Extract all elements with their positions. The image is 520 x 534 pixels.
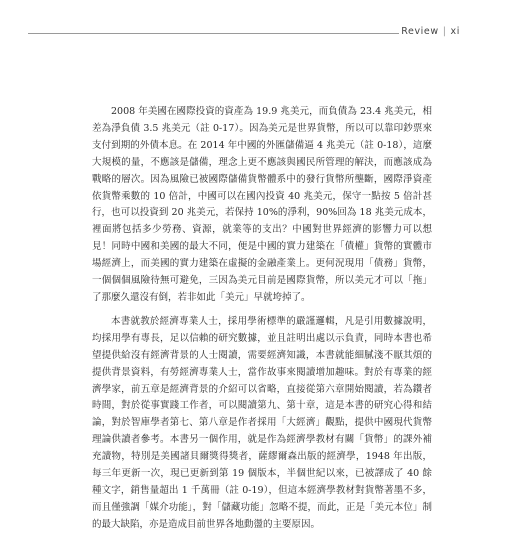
section-title: Review — [401, 26, 439, 37]
running-header — [399, 26, 462, 37]
page-number: xi — [450, 26, 460, 37]
paragraph-2: 本書就教於經濟專業人士，採用學術標準的嚴謹邏輯，凡是引用數據說明，均採用學有專長，足以信賴的研究數據，並且註明出處以示負責，同時本書也希望提供給沒有經濟背景的人士閱讀，需要經濟知識，本書就能細膩淺不厭其煩的提供背景資料，有勞經濟專業人士，當作故事來閱讀增加趣味。對於有專業的經濟學家，前五章是經濟背景的介紹可以省略，直接從第六章開始閱讀，若為鑽者時間，對於從事實踐工作者，可以閱讀第九、第十章，這是本書的研究心得和結論，對於智庫學者第七、第八章是作者採用「大經濟」觀點，提供中國現代貨幣理論供讀者參考。本書另一個作用，就是作為經濟學教材有關「貨幣」的課外補充讀物，特別是美國諸貝爾獎得獎者，薩繆爾森出版的經濟學，1948 年出版，每三年更新一次，現已更新到第 19 個版本，半個世紀以來，已被譯成了 40 餘種文字，銷售量超出 1 千萬冊（註 0-19），但這本經濟學教材對貨幣著墨不多，而且僅強調「媒介功能」，對「儲藏功能」忽略不提，而此，正是「美元本位」制的最大缺陷，亦是造成目前世界各地動盪的主要原因。 — [92, 315, 432, 530]
header-rule — [28, 33, 448, 34]
body-text — [92, 104, 432, 534]
header-separator: | — [442, 26, 447, 37]
paragraph-1: 2008 年美國在國際投資的資產為 19.9 兆美元，而負債為 23.4 兆美元，相差為淨負債 3.5 兆美元（註 0-17）。因為美元是世界貨幣，所以可以靠印鈔票來支付到期的外債本息。在 2014 年中國的外匯儲備逼 4 兆美元（註 0-18），這麼大規模的量，不應該是儲備，理念上更不應該與國民所管理的解決，而應該成為戰略的層次。因為風險已被國際儲備貨幣體系中的發行貨幣所壟斷，國際淨資產依貨幣乘數的 10 倍計，中國可以在國內投資 40 兆美元，保守一點按 5 倍計甚行，也可以投資到 20 兆美元，若保持 10%的淨利，90%回為 18 兆美元成本，裡面將包括多少勞務、資源，就業等的支出？中國對世界經濟的影響力可以想見！同時中國和美國的最大不同，便是中國的實力建築在「債權」貨幣的實體市場經濟上，而美國的實力建築在虛擬的金融產業上。更何況現用「債務」貨幣，一個個個風險待無可避免，三因為美元目前是國際貨幣，所以美元才可以「拖」了那麼久還沒有倒，若非如此「美元」早就垮掉了。 — [92, 106, 432, 303]
